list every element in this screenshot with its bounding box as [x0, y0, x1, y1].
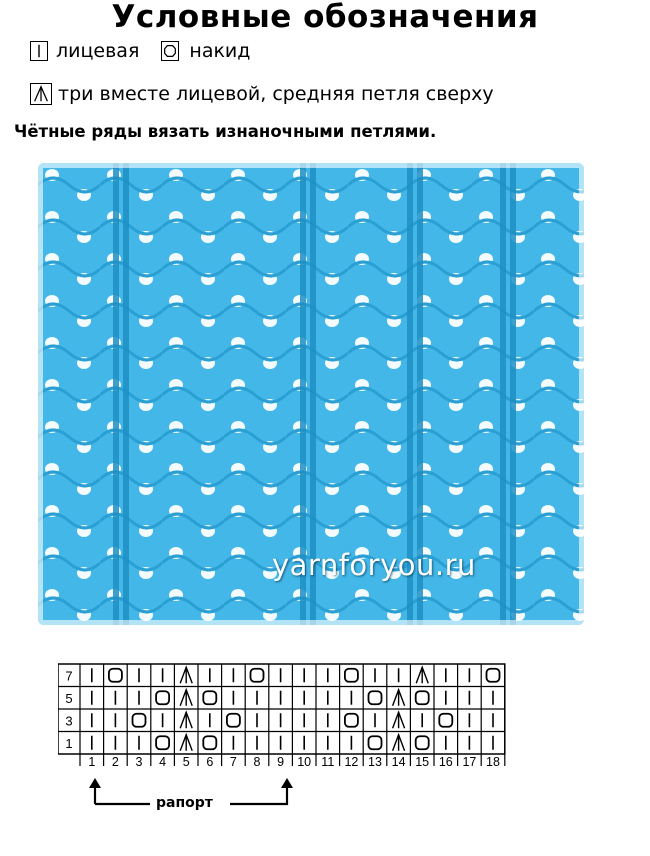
- chart-col-label: 12: [344, 755, 359, 769]
- chart-col-label: 2: [111, 755, 119, 769]
- chart-row-label: 1: [65, 735, 73, 751]
- chart-col-label: 8: [253, 755, 261, 769]
- legend-k3tog-label: три вместе лицевой, средняя петля сверху: [58, 83, 494, 105]
- legend-knit-label: лицевая: [56, 40, 140, 62]
- centered-double-decrease-symbol-icon: [30, 83, 52, 105]
- chart-col-label: 6: [206, 755, 214, 769]
- chart-col-label: 16: [438, 755, 453, 769]
- chart-col-label: 18: [486, 755, 500, 769]
- chart-row-label: 7: [65, 668, 73, 684]
- chart-col-label: 15: [415, 755, 430, 769]
- legend-knit: [30, 40, 250, 62]
- chart-col-label: 7: [229, 755, 237, 769]
- repeat-label: рапорт: [156, 795, 213, 811]
- chart-col-label: 11: [321, 755, 335, 769]
- yarn-over-symbol-icon: [161, 41, 179, 61]
- chart-col-label: 13: [368, 755, 382, 769]
- chart-col-label: 3: [135, 755, 143, 769]
- chart-col-label: 10: [297, 755, 312, 769]
- chart-col-label: 14: [391, 755, 406, 769]
- chart-row-label: 5: [65, 690, 73, 706]
- knit-symbol-icon: [30, 41, 48, 61]
- chart-col-label: 9: [277, 755, 285, 769]
- legend-k3tog: [30, 83, 494, 105]
- chart-col-label: 5: [182, 755, 190, 769]
- chart-col-label: 1: [88, 755, 96, 769]
- watermark: yarnforyou.ru: [272, 548, 476, 582]
- instruction-note: Чётные ряды вязать изнаночными петлями.: [14, 122, 437, 141]
- page-title: Условные обозначения: [111, 0, 539, 35]
- chart-row-label: 3: [65, 713, 73, 729]
- legend-yo-label: накид: [189, 40, 251, 62]
- chart-col-label: 4: [159, 755, 167, 769]
- chart-col-label: 17: [462, 755, 477, 769]
- knitting-chart: [58, 660, 528, 782]
